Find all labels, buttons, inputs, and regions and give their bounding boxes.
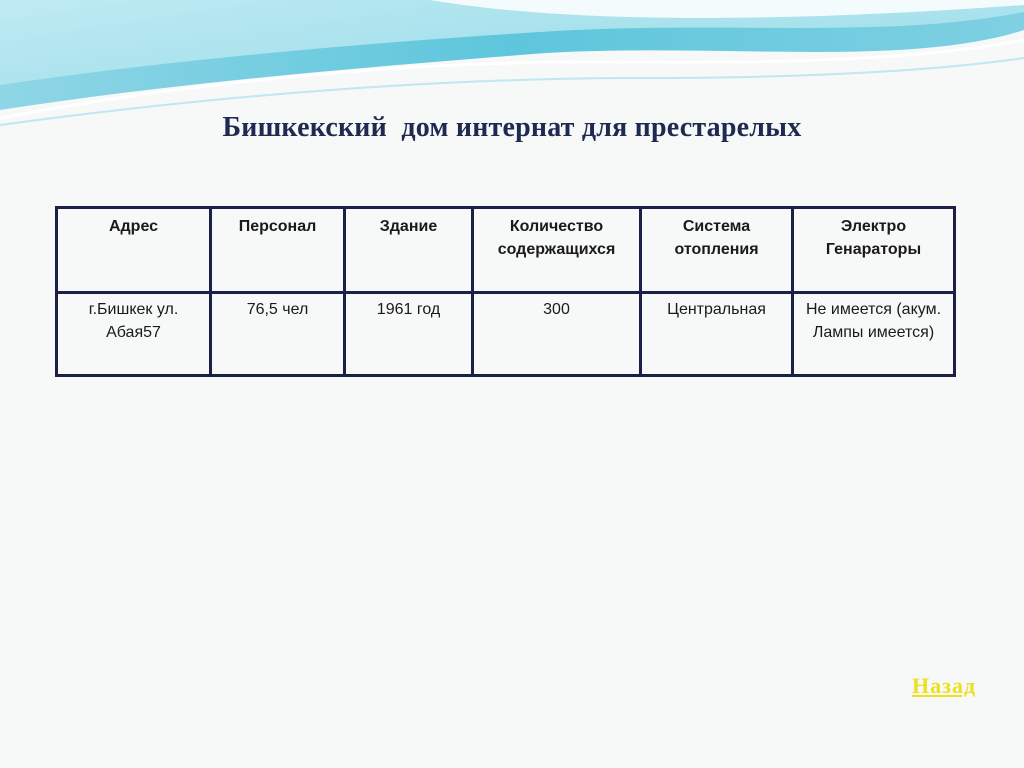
cell-residents: 300	[473, 293, 641, 376]
header-generators: Электро Генараторы	[793, 208, 955, 293]
table-row	[57, 293, 955, 376]
cell-heating: Центральная	[641, 293, 793, 376]
cell-staff: 76,5 чел	[211, 293, 345, 376]
header-building: Здание	[345, 208, 473, 293]
header-address: Адрес	[57, 208, 211, 293]
cell-building: 1961 год	[345, 293, 473, 376]
info-table	[55, 206, 956, 377]
header-heating: Система отопления	[641, 208, 793, 293]
header-residents: Количество содержащихся	[473, 208, 641, 293]
back-link[interactable]: Назад	[912, 673, 977, 698]
decorative-wave-background	[0, 0, 1024, 130]
cell-generators: Не имеется (акум. Лампы имеется)	[793, 293, 955, 376]
cell-address: г.Бишкек ул. Абая57	[57, 293, 211, 376]
table-header-row	[57, 208, 955, 293]
page-title: Бишкекский дом интернат для престарелых	[222, 112, 802, 143]
header-staff: Персонал	[211, 208, 345, 293]
